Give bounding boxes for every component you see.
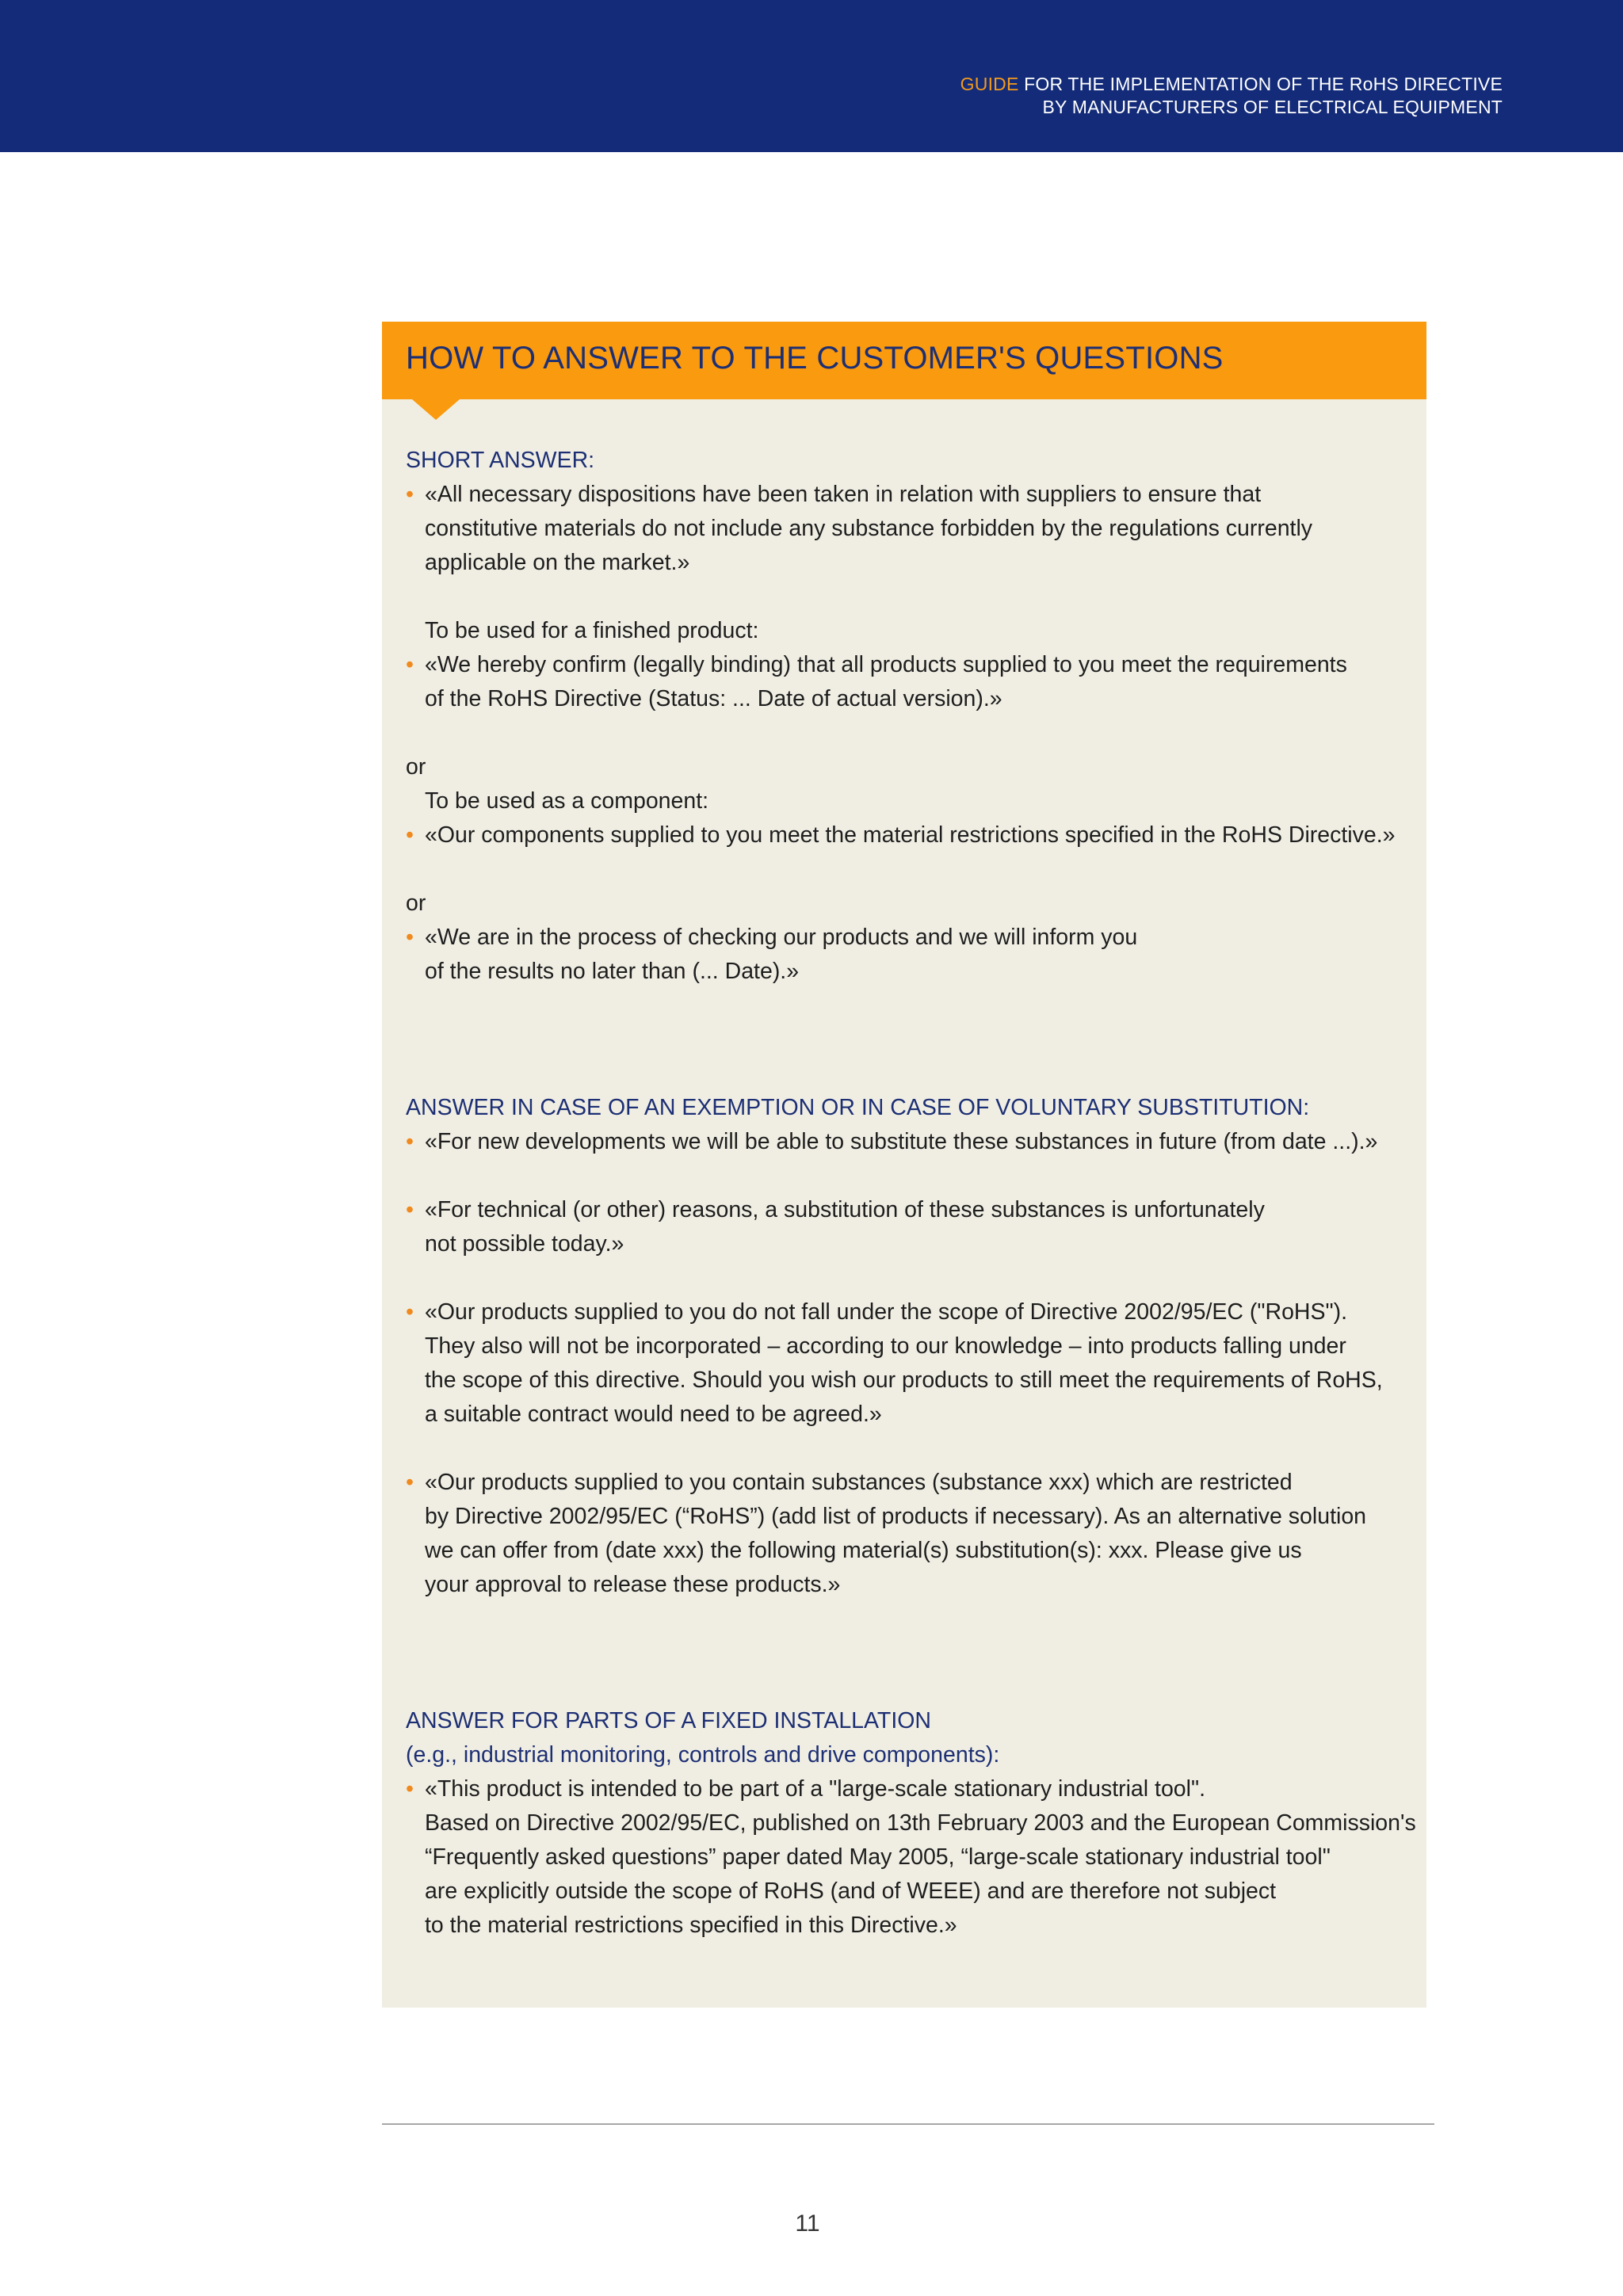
list-item-text: to the material restrictions specified in this Directive.» [425, 1913, 957, 1938]
list-item-text: a suitable contract would need to be agreed.» [425, 1402, 882, 1427]
list-item-text: “Frequently asked questions” paper dated May 2005, “large-scale stationary industrial tool" [425, 1844, 1331, 1870]
list-item [406, 921, 1412, 989]
list-item-text: «We hereby confirm (legally binding) that all products supplied to you meet the requirements [425, 652, 1347, 677]
list-item [406, 1466, 1412, 1602]
header-band [0, 0, 1623, 152]
list-item [406, 1295, 1412, 1432]
header-line-1-text: FOR THE IMPLEMENTATION OF THE RoHS DIRECTIVE [1018, 74, 1503, 94]
fixed-installation-subheading: (e.g., industrial monitoring, controls and drive components): [406, 1742, 1000, 1768]
list-item-text: «Our products supplied to you do not fall under the scope of Directive 2002/95/EC ("RoHS"). [425, 1299, 1348, 1325]
list-item-text: applicable on the market.» [425, 550, 690, 575]
bullet-icon: • [406, 652, 414, 677]
list-item-text: are explicitly outside the scope of RoHS (and of WEEE) and are therefore not subject [425, 1878, 1277, 1904]
list-item-text: of the RoHS Directive (Status: ... Date of actual version).» [425, 686, 1002, 711]
bullet-icon: • [406, 1776, 414, 1802]
list-item-text: «Our products supplied to you contain substances (substance xxx) which are restricted [425, 1470, 1293, 1495]
bullet-icon: • [406, 1129, 414, 1154]
or-separator: or [406, 891, 426, 916]
list-item-text: They also will not be incorporated – according to our knowledge – into products falling under [425, 1333, 1346, 1359]
list-item-text: constitutive materials do not include any substance forbidden by the regulations currently [425, 516, 1313, 541]
list-item [406, 1125, 1412, 1159]
header-line-1 [960, 73, 1503, 96]
list-item-text: Based on Directive 2002/95/EC, published on 13th February 2003 and the European Commission's [425, 1810, 1416, 1836]
list-item-text: we can offer from (date xxx) the following material(s) substitution(s): xxx. Please give us [425, 1538, 1302, 1563]
bullet-icon: • [406, 1299, 414, 1325]
header-accent-word: GUIDE [960, 74, 1019, 94]
list-item [406, 478, 1412, 580]
list-item-text: of the results no later than (... Date).» [425, 959, 800, 984]
list-item-text: «Our components supplied to you meet the material restrictions specified in the RoHS Directive.» [425, 822, 1396, 848]
list-item-text: «For technical (or other) reasons, a substitution of these substances is unfortunately [425, 1197, 1265, 1222]
list-item-text: «For new developments we will be able to substitute these substances in future (from date ...).» [425, 1129, 1378, 1154]
fixed-installation-heading: ANSWER FOR PARTS OF A FIXED INSTALLATION [406, 1708, 932, 1733]
finished-product-label: To be used for a finished product: [425, 618, 759, 643]
customer-questions-panel [382, 322, 1426, 2008]
list-item [406, 1772, 1416, 1943]
bullet-icon: • [406, 482, 414, 507]
list-item-text: «We are in the process of checking our products and we will inform you [425, 925, 1138, 950]
panel-content [406, 444, 1416, 1943]
bullet-icon: • [406, 1197, 414, 1222]
list-item-text: «All necessary dispositions have been taken in relation with suppliers to ensure that [425, 482, 1262, 507]
title-notch [412, 399, 460, 420]
short-answer-heading: SHORT ANSWER: [406, 448, 595, 473]
component-label: To be used as a component: [425, 788, 709, 814]
header-line-2: BY MANUFACTURERS OF ELECTRICAL EQUIPMENT [1042, 97, 1503, 117]
panel-title: HOW TO ANSWER TO THE CUSTOMER'S QUESTIONS [406, 341, 1224, 376]
list-item [406, 1193, 1412, 1261]
bullet-icon: • [406, 1470, 414, 1495]
page-number: 11 [795, 2210, 820, 2237]
exemption-heading: ANSWER IN CASE OF AN EXEMPTION OR IN CASE OF VOLUNTARY SUBSTITUTION: [406, 1095, 1310, 1120]
list-item-text: not possible today.» [425, 1231, 624, 1257]
panel-title-bar [382, 322, 1426, 399]
list-item [406, 818, 1412, 852]
list-item-text: by Directive 2002/95/EC (“RoHS”) (add list of products if necessary). As an alternative solution [425, 1504, 1367, 1529]
bullet-icon: • [406, 822, 414, 848]
list-item [406, 648, 1412, 716]
bullet-icon: • [406, 925, 414, 950]
list-item-text: «This product is intended to be part of a "large-scale stationary industrial tool". [425, 1776, 1206, 1802]
list-item-text: your approval to release these products.» [425, 1572, 841, 1597]
header-title [960, 73, 1503, 119]
footer-divider [382, 2123, 1434, 2125]
list-item-text: the scope of this directive. Should you wish our products to still meet the requirements of RoHS, [425, 1367, 1383, 1393]
or-separator: or [406, 754, 426, 780]
